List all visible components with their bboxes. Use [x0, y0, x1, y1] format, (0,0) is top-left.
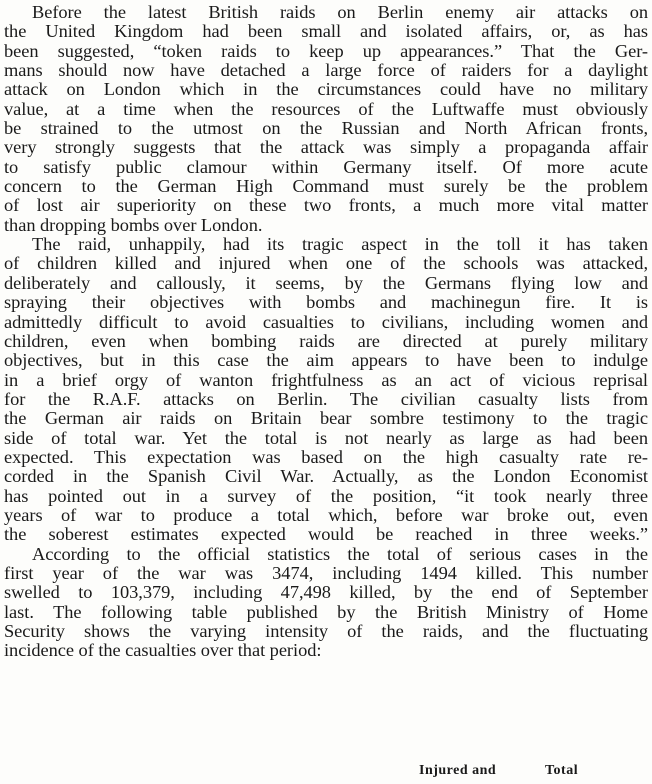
article-line: expected. This expectation was based on the high casualty rate re- — [4, 446, 648, 467]
article-line: to satisfy public clamour within Germany itself. Of more acute — [4, 156, 648, 177]
casualty-table-header — [0, 763, 652, 783]
article-line: of children killed and injured when one of the schools was attacked, — [4, 253, 648, 274]
article-line: been suggested, “token raids to keep up appearances.” That the Ger- — [4, 40, 648, 61]
article-line: side of total war. Yet the total is not nearly as large as had been — [4, 427, 648, 448]
article-line: swelled to 103,379, including 47,498 killed, by the end of September — [4, 582, 648, 603]
article-line: has pointed out in a survey of the position, “it took nearly three — [4, 485, 648, 506]
article-line: Security shows the varying intensity of the raids, and the fluctuating — [4, 621, 648, 641]
article-line: the German air raids on Britain bear sombre testimony to the tragic — [4, 408, 648, 429]
article-line: children, even when bombing raids are directed at purely military — [4, 330, 648, 351]
article-line: deliberately and callously, it seems, by the Germans flying low and — [4, 272, 648, 293]
column-header-total: Total — [545, 763, 579, 778]
article-line: years of war to produce a total which, before war broke out, even — [4, 504, 648, 525]
article-line: the United Kingdom had been small and isolated affairs, or, as has — [4, 21, 648, 42]
article-line: According to the official statistics the total of serious cases in the — [32, 543, 648, 564]
article-line: first year of the war was 3474, including 1494 killed. This number — [4, 562, 648, 583]
article-line: than dropping bombs over London. — [4, 214, 263, 235]
article-line: The raid, unhappily, had its tragic aspect in the toll it has taken — [32, 234, 648, 255]
column-header-injured: Injured and — [419, 763, 497, 778]
article-line: the soberest estimates expected would be reached in three weeks.” — [4, 524, 648, 545]
article-line: admittedly difficult to avoid casualties to civilians, including women and — [4, 311, 648, 332]
article-line: very strongly suggests that the attack was simply a propaganda affair — [4, 137, 648, 158]
article-line: spraying their objectives with bombs and machinegun fire. It is — [4, 292, 648, 313]
article-line: mans should now have detached a large force of raiders for a daylight — [4, 60, 648, 81]
article-line: incidence of the casualties over that period: — [4, 640, 322, 661]
article-line: in a brief orgy of wanton frightfulness as an act of vicious reprisal — [4, 369, 648, 390]
article-line: last. The following table published by the British Ministry of Home — [4, 601, 648, 622]
article-line: attack on London which in the circumstances could have no military — [4, 79, 648, 100]
article-line: objectives, but in this case the aim appears to have been to indulge — [4, 350, 648, 371]
article-line: Before the latest British raids on Berlin enemy air attacks on — [32, 2, 648, 22]
article-line: of lost air superiority on these two fronts, a much more vital matter — [4, 195, 648, 216]
article-line: value, at a time when the resources of the Luftwaffe must obviously — [4, 98, 648, 119]
article-line: for the R.A.F. attacks on Berlin. The civilian casualty lists from — [4, 388, 648, 409]
article-line: be strained to the utmost on the Russian and North African fronts, — [4, 118, 648, 139]
article-text — [4, 3, 648, 661]
article-line: corded in the Spanish Civil War. Actually, as the London Economist — [4, 466, 648, 487]
article-line: concern to the German High Command must surely be the problem — [4, 176, 648, 197]
